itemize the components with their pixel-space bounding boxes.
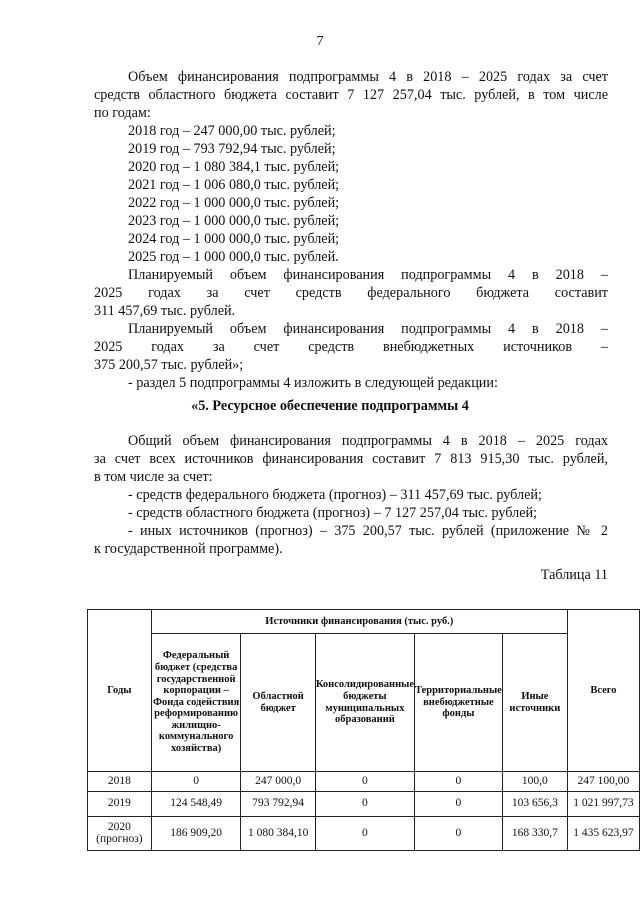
table-header-row bbox=[88, 610, 640, 634]
bullet-continuation: к государственной программе). bbox=[94, 541, 283, 557]
cell-regional: 793 792,94 bbox=[241, 792, 315, 817]
cell-other: 168 330,7 bbox=[502, 817, 567, 851]
table-row bbox=[88, 817, 640, 851]
table-subheader-row bbox=[88, 634, 640, 772]
header-regional-budget: Областной бюджет bbox=[241, 634, 315, 772]
header-federal-budget: Федеральный бюджет (средства государственной корпорации – Фонда содействия реформированию жилищно-коммунального хозяйства) bbox=[151, 634, 241, 772]
year-item: 2025 год – 1 000 000,0 тыс. рублей. bbox=[128, 249, 339, 265]
year-item: 2024 год – 1 000 000,0 тыс. рублей; bbox=[128, 231, 340, 247]
cell-other: 100,0 bbox=[502, 772, 567, 792]
para1-line1: Объем финансирования подпрограммы 4 в 2018 – 2025 годах за счет bbox=[128, 69, 608, 85]
cell-total: 1 021 997,73 bbox=[567, 792, 639, 817]
cell-year: 2018 bbox=[88, 772, 152, 792]
para2-line2: 2025 годах за счет средств федерального бюджета составит bbox=[94, 285, 608, 301]
header-other-sources: Иные источники bbox=[502, 634, 567, 772]
para3-line1: Планируемый объем финансирования подпрограммы 4 в 2018 – bbox=[128, 321, 608, 337]
header-municipal-budgets: Консолидированные бюджеты муниципальных образований bbox=[315, 634, 414, 772]
year-item: 2018 год – 247 000,00 тыс. рублей; bbox=[128, 123, 336, 139]
table-caption: Таблица 11 bbox=[540, 567, 608, 583]
cell-federal: 124 548,49 bbox=[151, 792, 241, 817]
section-heading: «5. Ресурсное обеспечение подпрограммы 4 bbox=[191, 398, 469, 414]
cell-extrabudgetary: 0 bbox=[414, 792, 502, 817]
para2-line1: Планируемый объем финансирования подпрограммы 4 в 2018 – bbox=[128, 267, 608, 283]
para3-line2: 2025 годах за счет средств внебюджетных источников – bbox=[94, 339, 608, 355]
bullet-item: - средств федерального бюджета (прогноз) – 311 457,69 тыс. рублей; bbox=[128, 487, 542, 503]
cell-extrabudgetary: 0 bbox=[414, 772, 502, 792]
cell-municipal: 0 bbox=[315, 792, 414, 817]
year-item: 2019 год – 793 792,94 тыс. рублей; bbox=[128, 141, 336, 157]
bullet-item: - иных источников (прогноз) – 375 200,57 тыс. рублей (приложение № 2 bbox=[128, 523, 608, 539]
year-item: 2020 год – 1 080 384,1 тыс. рублей; bbox=[128, 159, 340, 175]
year-item: 2021 год – 1 006 080,0 тыс. рублей; bbox=[128, 177, 340, 193]
cell-year: 2019 bbox=[88, 792, 152, 817]
cell-total: 247 100,00 bbox=[567, 772, 639, 792]
header-total: Всего bbox=[567, 610, 639, 772]
table-row bbox=[88, 772, 640, 792]
para4-line2: за счет всех источников финансирования составит 7 813 915,30 тыс. рублей, bbox=[94, 451, 608, 467]
para1-line2: средств областного бюджета составит 7 127 257,04 тыс. рублей, в том числе bbox=[94, 87, 608, 103]
cell-municipal: 0 bbox=[315, 817, 414, 851]
cell-other: 103 656,3 bbox=[502, 792, 567, 817]
para3-line3: 375 200,57 тыс. рублей»; bbox=[94, 357, 244, 373]
header-years: Годы bbox=[88, 610, 152, 772]
bullet-item: - средств областного бюджета (прогноз) – 7 127 257,04 тыс. рублей; bbox=[128, 505, 538, 521]
section-instruction: - раздел 5 подпрограммы 4 изложить в следующей редакции: bbox=[128, 375, 498, 391]
table-row bbox=[88, 792, 640, 817]
header-extrabudgetary-funds: Территориальные внебюджетные фонды bbox=[414, 634, 502, 772]
header-financing-sources: Источники финансирования (тыс. руб.) bbox=[151, 610, 567, 634]
cell-federal: 0 bbox=[151, 772, 241, 792]
cell-regional: 247 000,0 bbox=[241, 772, 315, 792]
cell-year: 2020 (прогноз) bbox=[88, 817, 152, 851]
para1-line3: по годам: bbox=[94, 105, 151, 121]
cell-total: 1 435 623,97 bbox=[567, 817, 639, 851]
para4-line1: Общий объем финансирования подпрограммы 4 в 2018 – 2025 годах bbox=[128, 433, 608, 449]
cell-extrabudgetary: 0 bbox=[414, 817, 502, 851]
para4-line3: в том числе за счет: bbox=[94, 469, 213, 485]
page-number: 7 bbox=[316, 34, 324, 49]
year-item: 2022 год – 1 000 000,0 тыс. рублей; bbox=[128, 195, 340, 211]
cell-federal: 186 909,20 bbox=[151, 817, 241, 851]
cell-regional: 1 080 384,10 bbox=[241, 817, 315, 851]
para2-line3: 311 457,69 тыс. рублей. bbox=[94, 303, 236, 319]
financing-table bbox=[87, 609, 640, 851]
cell-municipal: 0 bbox=[315, 772, 414, 792]
year-item: 2023 год – 1 000 000,0 тыс. рублей; bbox=[128, 213, 340, 229]
